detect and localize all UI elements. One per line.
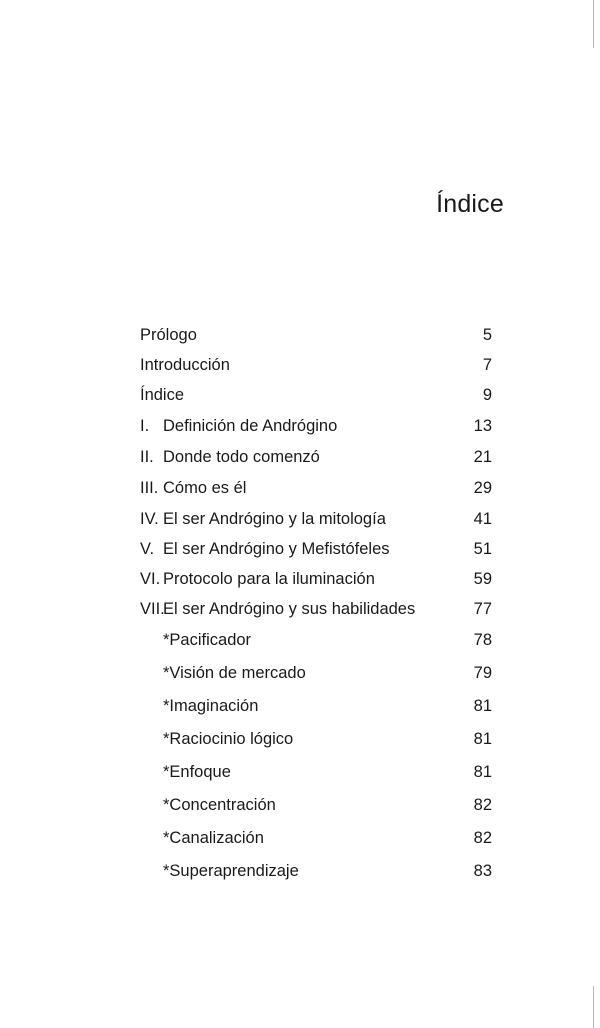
toc-entry-label: El ser Andrógino y sus habilidades: [163, 600, 416, 618]
page-title: Índice: [436, 190, 504, 218]
toc-entry-introduccion: [140, 354, 492, 376]
toc-entry-page: 29: [473, 479, 492, 497]
toc-subentry-label: *Raciocinio lógico: [163, 730, 294, 748]
toc-entry-page: 7: [482, 356, 492, 374]
toc-subentry: [140, 695, 492, 717]
toc-entry-number: II.: [140, 448, 154, 466]
toc-entry-label: Prólogo: [140, 326, 197, 344]
toc-entry-number: III.: [140, 479, 159, 497]
page-edge-top: [593, 0, 594, 48]
toc-subentry-label: *Imaginación: [163, 697, 259, 715]
toc-subentry: [140, 662, 492, 684]
toc-subentry-page: 81: [473, 763, 492, 781]
toc-subentry-page: 82: [473, 829, 492, 847]
toc-entry-chapter-7: [140, 598, 492, 620]
toc-subentry-page: 83: [473, 862, 492, 880]
toc-entry-label: Protocolo para la iluminación: [163, 570, 375, 588]
toc-entry-prologo: [140, 324, 492, 346]
toc-entry-label: Cómo es él: [163, 479, 247, 497]
toc-subentry-label: *Enfoque: [163, 763, 231, 781]
toc-entry-number: I.: [140, 417, 150, 435]
toc-entry-page: 59: [473, 570, 492, 588]
toc-subentry-label: *Superaprendizaje: [163, 862, 299, 880]
toc-entry-chapter-6: [140, 568, 492, 590]
toc-entry-label: Definición de Andrógino: [163, 417, 338, 435]
toc-entry-label: Donde todo comenzó: [163, 448, 320, 466]
toc-entry-chapter-4: [140, 508, 492, 530]
toc-entry-label: Introducción: [140, 356, 230, 374]
toc-entry-page: 13: [473, 417, 492, 435]
toc-subentry-page: 79: [473, 664, 492, 682]
toc-entry-indice: [140, 384, 492, 406]
toc-subentry: [140, 860, 492, 882]
toc-subentry-page: 81: [473, 730, 492, 748]
toc-entry-page: 9: [482, 386, 492, 404]
toc-entry-page: 41: [473, 510, 492, 528]
table-of-contents: [140, 0, 492, 1028]
toc-entry-number: VI.: [140, 570, 161, 588]
toc-entry-label: El ser Andrógino y la mitología: [163, 510, 386, 528]
toc-entry-label: El ser Andrógino y Mefistófeles: [163, 540, 390, 558]
toc-entry-chapter-5: [140, 538, 492, 560]
toc-subentry: [140, 728, 492, 750]
toc-entry-chapter-1: [140, 415, 492, 437]
toc-subentry-page: 82: [473, 796, 492, 814]
toc-entry-number: IV.: [140, 510, 159, 528]
toc-subentry: [140, 794, 492, 816]
toc-entry-page: 77: [473, 600, 492, 618]
toc-subentry: [140, 827, 492, 849]
toc-subentry: [140, 761, 492, 783]
toc-subentry-page: 78: [473, 631, 492, 649]
toc-entry-page: 21: [473, 448, 492, 466]
toc-entry-chapter-2: [140, 446, 492, 468]
toc-subentry-label: *Concentración: [163, 796, 276, 814]
toc-entry-page: 51: [473, 540, 492, 558]
toc-entry-number: V.: [140, 540, 155, 558]
toc-subentry: [140, 629, 492, 651]
toc-subentry-label: *Pacificador: [163, 631, 252, 649]
toc-entry-label: Índice: [140, 386, 185, 404]
toc-entry-chapter-3: [140, 477, 492, 499]
toc-subentry-page: 81: [473, 697, 492, 715]
toc-subentry-label: *Visión de mercado: [163, 664, 306, 682]
toc-subentry-label: *Canalización: [163, 829, 264, 847]
toc-entry-page: 5: [482, 326, 492, 344]
toc-entry-number: VII.: [140, 600, 165, 618]
page-edge-bottom: [593, 986, 594, 1028]
